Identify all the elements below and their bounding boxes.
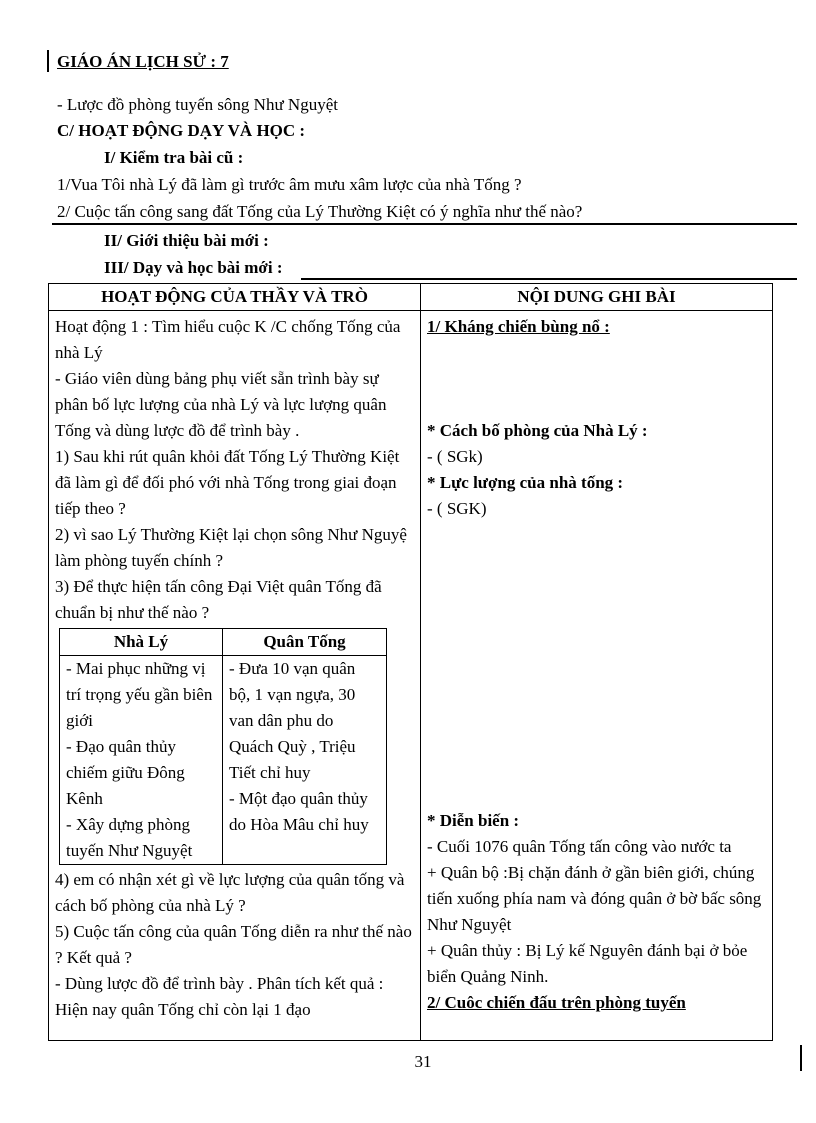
defense-ref: - ( SGk) [427,447,483,466]
left-column [49,311,420,1023]
left-question-3: 3) Để thực hiện tấn công Đại Việt quân Tống đã chuẩn bị như thế nào ? [55,577,382,622]
section-1-heading: 1/ Kháng chiến bùng nổ : [427,317,610,336]
right-column [421,311,772,1016]
ly-item: - Xây dựng phòng tuyến Như Nguyệt [66,815,193,860]
defense-title: * Cách bố phòng của Nhà Lý : [427,421,648,440]
margin-bar-left [47,50,49,72]
page-number: 31 [414,1052,432,1071]
section-2-heading: 2/ Cuôc chiến đấu trên phòng tuyến [427,993,686,1012]
header-teacher-activities: HOẠT ĐỘNG CỦA THẦY VÀ TRÒ [49,284,421,311]
divider-rule [301,278,797,280]
margin-bar-right [800,1045,802,1071]
lesson-table [48,283,773,1041]
divider-rule [52,223,797,225]
header-lesson-content: NỘI DUNG GHI BÀI [421,284,773,311]
page-header: GIÁO ÁN LỊCH SỬ : 7 [57,52,229,71]
event-2: + Quân bộ :Bị chặn đánh ở gần biên giới, chúng tiến xuống phía nam và đóng quân ở bờ bấc sông Như Nguyệt [427,863,762,934]
event-1: - Cuối 1076 quân Tống tấn công vào nước ta [427,837,732,856]
ly-item: - Mai phục những vị trí trọng yếu gần biên giới [66,659,213,730]
part2-heading: II/ Giới thiệu bài mới : [104,231,269,250]
tong-item: - Một đạo quân thủy do Hòa Mâu chỉ huy [229,789,369,834]
left-question-1: 1) Sau khi rút quân khỏi đất Tống Lý Thường Kiệt đã làm gì để đối phó với nhà Tống trong giai đoạn tiếp theo ? [55,447,400,518]
left-question-2: 2) vì sao Lý Thường Kiệt lại chọn sông Như Nguyệ làm phòng tuyến chính ? [55,525,407,570]
left-question-5: 5) Cuộc tấn công của quân Tống diễn ra như thế nào ? Kết quả ? [55,922,412,967]
analysis-note: - Dùng lược đồ để trình bày . Phân tích kết quả : Hiện nay quân Tống chỉ còn lại 1 đạo [55,974,384,1019]
review-question-2: 2/ Cuộc tấn công sang đất Tống của Lý Thường Kiệt có ý nghĩa như thế nào? [57,202,583,221]
inner-header-tong: Quân Tống [223,629,387,656]
events-title: * Diễn biến : [427,811,520,830]
tong-item: - Đưa 10 vạn quân bộ, 1 vạn ngựa, 30 van dân phu do Quách Quỳ , Triệu Tiết chỉ huy [229,659,356,782]
section-c-heading: C/ HOẠT ĐỘNG DẠY VÀ HỌC : [57,121,306,140]
activity-title: Hoạt động 1 : Tìm hiểu cuộc K /C chống Tống của nhà Lý [55,317,401,362]
forces-ref: - ( SGK) [427,499,487,518]
forces-title: * Lực lượng của nhà tống : [427,473,624,492]
map-line: - Lược đồ phòng tuyến sông Như Nguyệt [57,95,338,114]
forces-comparison-table [59,628,387,865]
event-3: + Quân thủy : Bị Lý kế Nguyên đánh bại ở bỏe biển Quảng Ninh. [427,941,748,986]
inner-header-ly: Nhà Lý [60,629,223,656]
review-question-1: 1/Vua Tôi nhà Lý đã làm gì trước âm mưu xâm lược của nhà Tống ? [57,175,522,194]
ly-item: - Đạo quân thủy chiếm giữu Đông Kênh [66,737,185,808]
left-question-4: 4) em có nhận xét gì về lực lượng của quân tống và cách bố phòng của nhà Lý ? [55,870,405,915]
part1-heading: I/ Kiểm tra bài cũ : [104,148,244,167]
part3-heading: III/ Dạy và học bài mới : [104,258,283,277]
teacher-note: - Giáo viên dùng bảng phụ viết sẵn trình bày sự phân bố lực lượng của nhà Lý và lực lượng quân Tống và dùng lược đồ để trình bày . [55,369,387,440]
